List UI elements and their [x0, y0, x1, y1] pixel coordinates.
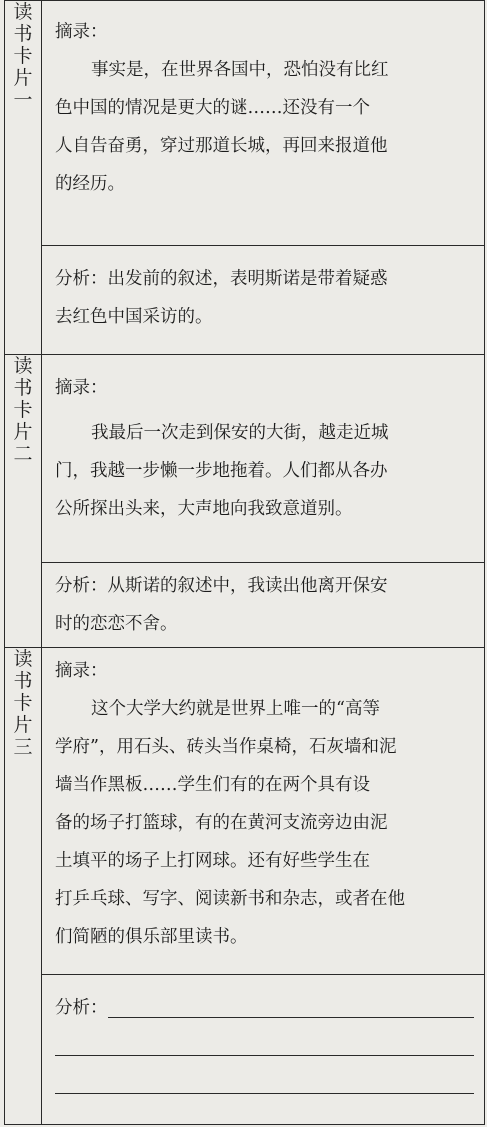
answer-blank-rule [55, 1055, 474, 1056]
excerpt-line: 学府”，用石头、砖头当作桌椅，石灰墙和泥 [55, 737, 397, 757]
card-1-excerpt-row [5, 1, 485, 246]
analysis-line: 分析：出发前的叙述，表明斯诺是带着疑惑 [55, 269, 388, 289]
card-3-label-cell [5, 648, 42, 1125]
card-2-analysis [42, 563, 485, 648]
card-3-excerpt-row [5, 648, 485, 975]
card-2-excerpt-title: 摘录： [55, 378, 108, 398]
excerpt-line: 这个大学大约就是世界上唯一的“高等 [91, 699, 380, 719]
excerpt-line: 门，我越一步懒一步地拖着。人们都从各办 [55, 461, 388, 481]
card-1-analysis [42, 246, 485, 355]
excerpt-line: 的经历。 [55, 174, 125, 194]
card-1-label-cell [5, 1, 42, 355]
card-2-excerpt-row [5, 355, 485, 563]
analysis-line: 分析：从斯诺的叙述中，我读出他离开保安 [55, 576, 388, 596]
card-1-label: 读书卡片一 [13, 1, 33, 111]
card-2-excerpt [42, 355, 485, 563]
analysis-answer-line-1[interactable] [55, 989, 474, 1027]
excerpt-line: 打乒乓球、写字、阅读新书和杂志，或者在他 [55, 889, 405, 909]
card-2-label: 读书卡片二 [13, 355, 33, 465]
reading-cards-table [4, 0, 485, 1125]
answer-blank-rule [55, 1093, 474, 1094]
card-2-label-cell [5, 355, 42, 648]
card-3-excerpt-title: 摘录： [55, 661, 108, 681]
excerpt-line: 色中国的情况是更大的谜……还没有一个 [55, 98, 370, 118]
excerpt-line: 土填平的场子上打网球。还有好些学生在 [55, 851, 370, 871]
excerpt-line: 我最后一次走到保安的大街，越走近城 [91, 423, 389, 443]
analysis-line: 时的恋恋不舍。 [55, 614, 178, 634]
analysis-answer-line-3[interactable] [55, 1065, 474, 1103]
excerpt-line: 事实是，在世界各国中，恐怕没有比红 [91, 60, 389, 80]
analysis-line: 去红色中国采访的。 [55, 307, 213, 327]
analysis-answer-line-2[interactable] [55, 1027, 474, 1065]
card-3-analysis [42, 975, 485, 1125]
card-2-analysis-row [5, 563, 485, 648]
card-3-label: 读书卡片三 [13, 648, 33, 758]
excerpt-line: 备的场子打篮球，有的在黄河支流旁边由泥 [55, 813, 388, 833]
card-1-excerpt [42, 1, 485, 246]
excerpt-line: 墙当作黑板……学生们有的在两个具有设 [55, 775, 370, 795]
excerpt-line: 人自告奋勇，穿过那道长城，再回来报道他 [55, 136, 388, 156]
card-1-analysis-row [5, 246, 485, 355]
excerpt-line: 们简陋的俱乐部里读书。 [55, 927, 248, 947]
card-1-excerpt-title: 摘录： [55, 22, 108, 42]
card-3-analysis-label: 分析： [55, 998, 108, 1018]
card-3-analysis-row [5, 975, 485, 1125]
excerpt-line: 公所探出头来，大声地向我致意道别。 [55, 499, 353, 519]
answer-blank-rule [108, 1017, 475, 1018]
card-3-excerpt [42, 648, 485, 975]
